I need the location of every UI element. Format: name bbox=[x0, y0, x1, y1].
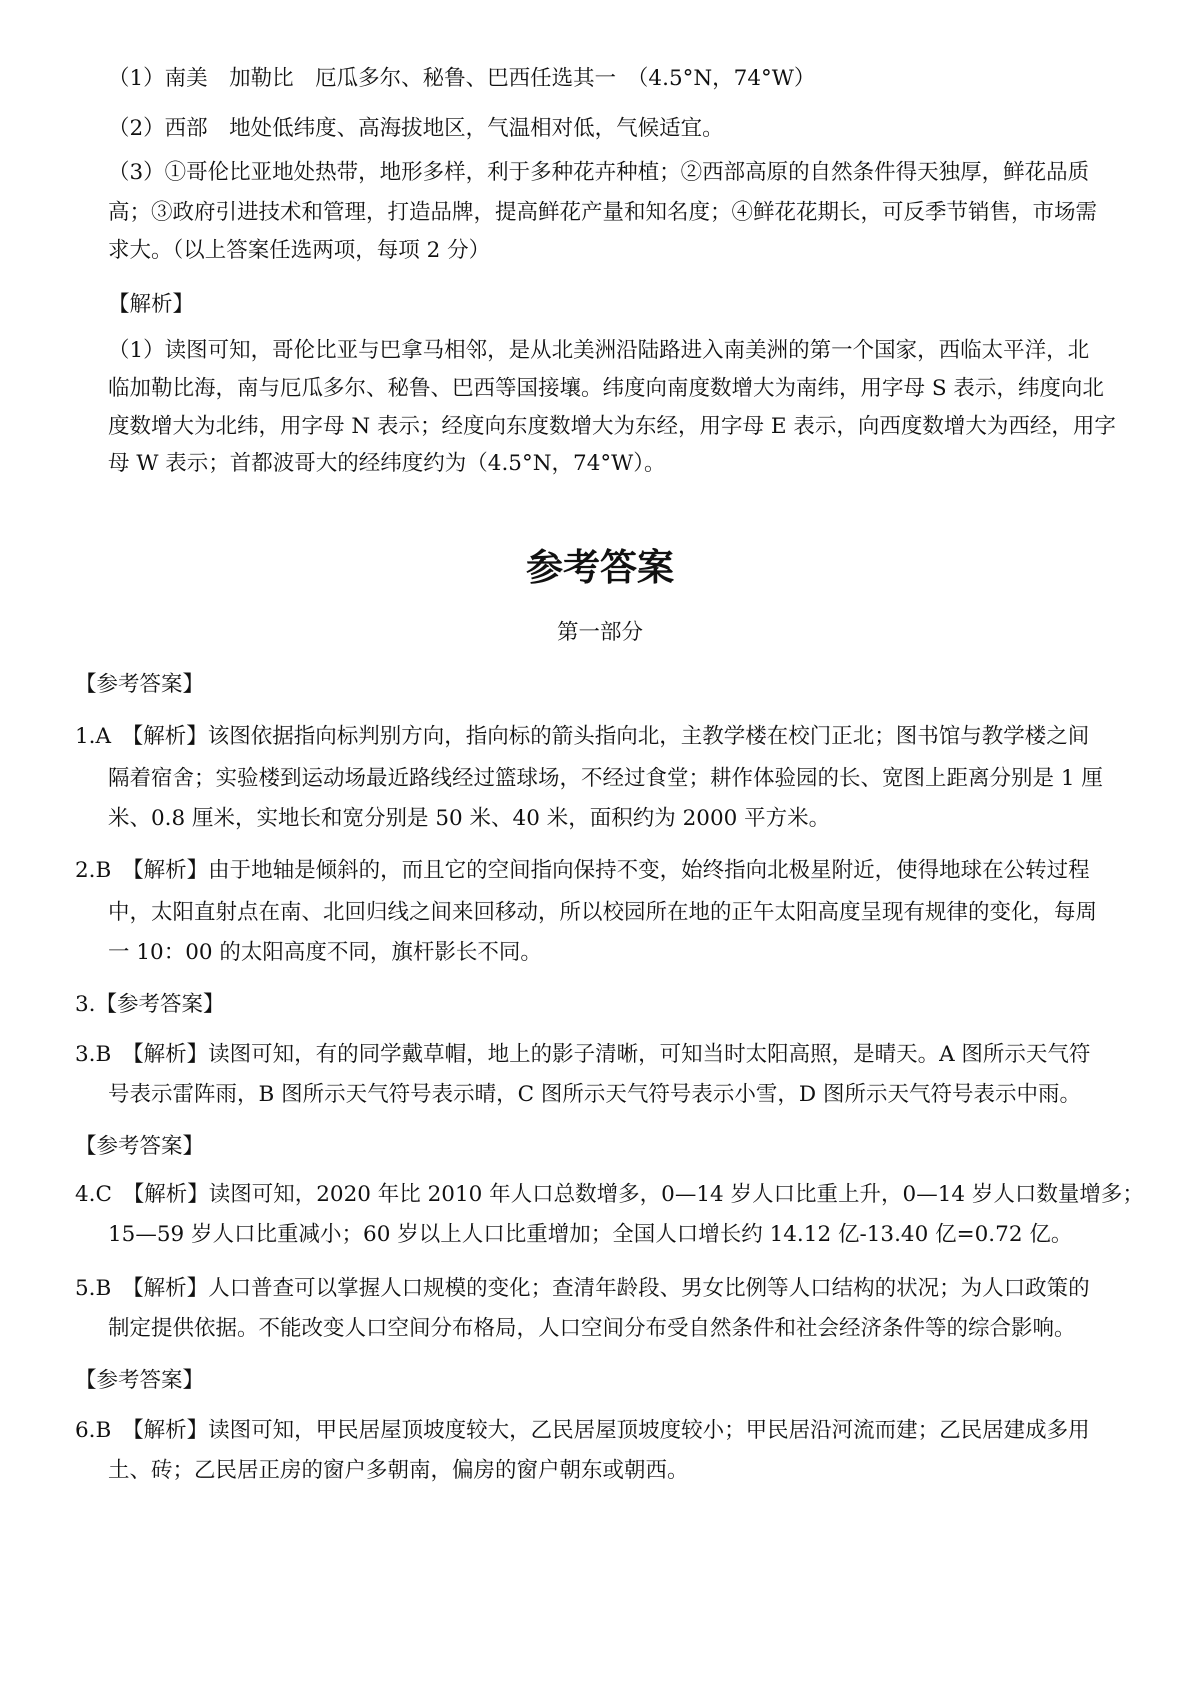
question-6-line-2: 土、砖；乙民居正房的窗户多朝南，偏房的窗户朝东或朝西。 bbox=[108, 1458, 689, 1483]
section-label: 3.【参考答案】 bbox=[75, 992, 225, 1017]
question-6-line-1: 6.B 【解析】读图可知，甲民居屋顶坡度较大，乙民居屋顶坡度较小；甲民居沿河流而建；乙民居建成多用 bbox=[75, 1418, 1090, 1443]
analysis-line-4: 母 W 表示；首都波哥大的经纬度约为（4.5°N，74°W）。 bbox=[108, 451, 666, 476]
question-3-line-2: 号表示雷阵雨，B 图所示天气符号表示晴，C 图所示天气符号表示小雪，D 图所示天气符号表示中雨。 bbox=[108, 1082, 1081, 1107]
answer-line-1: （1）南美 加勒比 厄瓜多尔、秘鲁、巴西任选其一 （4.5°N，74°W） bbox=[108, 66, 816, 91]
analysis-line-3: 度数增大为北纬，用字母 N 表示；经度向东度数增大为东经，用字母 E 表示，向西度数增大为西经，用字 bbox=[108, 414, 1116, 439]
answer-line-2: （2）西部 地处低纬度、高海拔地区，气温相对低，气候适宜。 bbox=[108, 116, 724, 141]
analysis-line-2: 临加勒比海，南与厄瓜多尔、秘鲁、巴西等国接壤。纬度向南度数增大为南纬，用字母 S 表示，纬度向北 bbox=[108, 376, 1104, 401]
question-2-line-2: 中，太阳直射点在南、北回归线之间来回移动，所以校园所在地的正午太阳高度呈现有规律的变化，每周 bbox=[108, 900, 1098, 925]
answer-line-3-cont: 高；③政府引进技术和管理，打造品牌，提高鲜花产量和知名度；④鲜花花期长，可反季节销售，市场需 bbox=[108, 200, 1098, 225]
question-1-line-3: 米、0.8 厘米，实地长和宽分别是 50 米、40 米，面积约为 2000 平方米。 bbox=[108, 806, 831, 831]
question-1-line-1: 1.A 【解析】该图依据指向标判别方向，指向标的箭头指向北，主教学楼在校门正北；图书馆与教学楼之间 bbox=[75, 724, 1090, 749]
section-label: 【参考答案】 bbox=[75, 672, 205, 697]
analysis-line-1: （1）读图可知，哥伦比亚与巴拿马相邻，是从北美洲沿陆路进入南美洲的第一个国家，西临太平洋，北 bbox=[108, 338, 1090, 363]
page-title: 参考答案 bbox=[526, 545, 674, 589]
answer-line-3-end: 求大。（以上答案任选两项，每项 2 分） bbox=[108, 238, 491, 263]
question-3-line-1: 3.B 【解析】读图可知，有的同学戴草帽，地上的影子清晰，可知当时太阳高照，是晴天。A 图所示天气符 bbox=[75, 1042, 1091, 1067]
question-5-line-2: 制定提供依据。不能改变人口空间分布格局，人口空间分布受自然条件和社会经济条件等的综合影响。 bbox=[108, 1316, 1076, 1341]
question-2-line-1: 2.B 【解析】由于地轴是倾斜的，而且它的空间指向保持不变，始终指向北极星附近，使得地球在公转过程 bbox=[75, 858, 1090, 883]
section-label: 【参考答案】 bbox=[75, 1368, 205, 1393]
analysis-label: 【解析】 bbox=[108, 292, 195, 317]
question-4-line-2: 15—59 岁人口比重减小；60 岁以上人口比重增加；全国人口增长约 14.12 亿-13.40 亿=0.72 亿。 bbox=[108, 1222, 1073, 1247]
question-1-line-2: 隔着宿舍；实验楼到运动场最近路线经过篮球场，不经过食堂；耕作体验园的长、宽图上距离分别是 1 厘 bbox=[108, 766, 1103, 791]
section-label: 【参考答案】 bbox=[75, 1134, 205, 1159]
question-2-line-3: 一 10：00 的太阳高度不同，旗杆影长不同。 bbox=[108, 940, 542, 965]
section-subtitle: 第一部分 bbox=[556, 620, 643, 645]
answer-line-3: （3）①哥伦比亚地处热带，地形多样，利于多种花卉种植；②西部高原的自然条件得天独厚，鲜花品质 bbox=[108, 160, 1090, 185]
question-5-line-1: 5.B 【解析】人口普查可以掌握人口规模的变化；查清年龄段、男女比例等人口结构的状况；为人口政策的 bbox=[75, 1276, 1090, 1301]
question-4-line-1: 4.C 【解析】读图可知，2020 年比 2010 年人口总数增多，0—14 岁人口比重上升，0—14 岁人口数量增多； bbox=[75, 1182, 1144, 1207]
